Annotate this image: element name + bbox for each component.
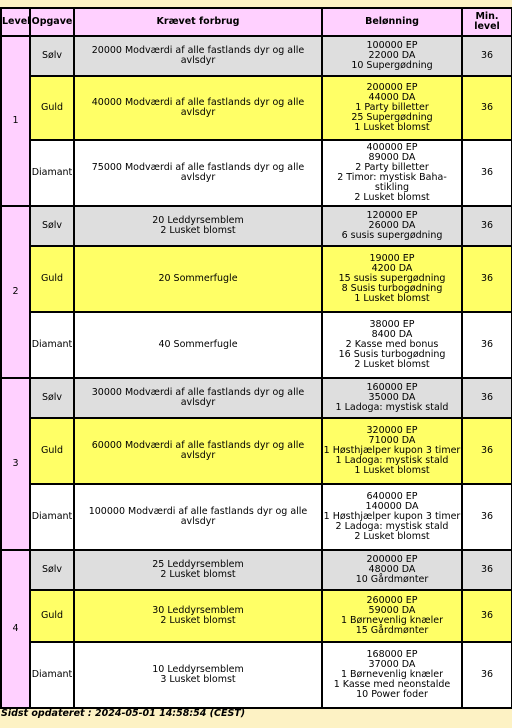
- min-level-cell: 36: [462, 312, 512, 378]
- belonning-cell: 260000 EP 59000 DA 1 Børnevenlig knæler 15 Gårdmønter: [322, 590, 462, 642]
- table-row: [1, 550, 512, 590]
- header-level: Level: [1, 8, 30, 36]
- min-level-cell: 36: [462, 550, 512, 590]
- forbrug-cell: 30 Leddyrsemblem 2 Lusket blomst: [74, 590, 322, 642]
- min-level-cell: 36: [462, 76, 512, 140]
- table-row: [1, 246, 512, 312]
- opgave-cell: Guld: [30, 590, 74, 642]
- forbrug-cell: 40 Sommerfugle: [74, 312, 322, 378]
- table-row: [1, 378, 512, 418]
- belonning-cell: 100000 EP 22000 DA 10 Supergødning: [322, 36, 462, 76]
- min-level-cell: 36: [462, 484, 512, 550]
- forbrug-cell: 40000 Modværdi af alle fastlands dyr og alle avlsdyr: [74, 76, 322, 140]
- forbrug-cell: 30000 Modværdi af alle fastlands dyr og alle avlsdyr: [74, 378, 322, 418]
- belonning-cell: 200000 EP 44000 DA 1 Party billetter 25 Supergødning 1 Lusket blomst: [322, 76, 462, 140]
- belonning-cell: 640000 EP 140000 DA 1 Høsthjælper kupon 3 timer 2 Ladoga: mystisk stald 2 Lusket blomst: [322, 484, 462, 550]
- opgave-cell: Diamant: [30, 642, 74, 708]
- table-body: [1, 36, 512, 708]
- rewards-table: [0, 7, 512, 709]
- level-cell: 1: [1, 36, 30, 206]
- level-cell: 4: [1, 550, 30, 708]
- table-row: [1, 418, 512, 484]
- opgave-cell: Diamant: [30, 484, 74, 550]
- opgave-cell: Sølv: [30, 550, 74, 590]
- forbrug-cell: 10 Leddyrsemblem 3 Lusket blomst: [74, 642, 322, 708]
- table-row: [1, 590, 512, 642]
- min-level-cell: 36: [462, 140, 512, 206]
- header-opgave: Opgave: [30, 8, 74, 36]
- min-level-cell: 36: [462, 378, 512, 418]
- belonning-cell: 200000 EP 48000 DA 10 Gårdmønter: [322, 550, 462, 590]
- table-row: [1, 312, 512, 378]
- belonning-cell: 38000 EP 8400 DA 2 Kasse med bonus 16 Susis turbogødning 2 Lusket blomst: [322, 312, 462, 378]
- level-cell: 3: [1, 378, 30, 550]
- level-cell: 2: [1, 206, 30, 378]
- belonning-cell: 160000 EP 35000 DA 1 Ladoga: mystisk stald: [322, 378, 462, 418]
- table-row: [1, 206, 512, 246]
- min-level-cell: 36: [462, 642, 512, 708]
- min-level-cell: 36: [462, 36, 512, 76]
- opgave-cell: Diamant: [30, 140, 74, 206]
- forbrug-cell: 20 Leddyrsemblem 2 Lusket blomst: [74, 206, 322, 246]
- header-forbrug: Krævet forbrug: [74, 8, 322, 36]
- table-row: [1, 484, 512, 550]
- belonning-cell: 168000 EP 37000 DA 1 Børnevenlig knæler 1 Kasse med neonstalde 10 Power foder: [322, 642, 462, 708]
- opgave-cell: Sølv: [30, 206, 74, 246]
- opgave-cell: Guld: [30, 246, 74, 312]
- belonning-cell: 320000 EP 71000 DA 1 Høsthjælper kupon 3 timer 1 Ladoga: mystisk stald 1 Lusket blomst: [322, 418, 462, 484]
- header-min-level: Min. level: [462, 8, 512, 36]
- forbrug-cell: 20 Sommerfugle: [74, 246, 322, 312]
- forbrug-cell: 75000 Modværdi af alle fastlands dyr og alle avlsdyr: [74, 140, 322, 206]
- min-level-cell: 36: [462, 206, 512, 246]
- belonning-cell: 19000 EP 4200 DA 15 susis supergødning 8 Susis turbogødning 1 Lusket blomst: [322, 246, 462, 312]
- opgave-cell: Guld: [30, 418, 74, 484]
- forbrug-cell: 25 Leddyrsemblem 2 Lusket blomst: [74, 550, 322, 590]
- header-row: [1, 8, 512, 36]
- table-row: [1, 140, 512, 206]
- forbrug-cell: 60000 Modværdi af alle fastlands dyr og alle avlsdyr: [74, 418, 322, 484]
- opgave-cell: Guld: [30, 76, 74, 140]
- min-level-cell: 36: [462, 418, 512, 484]
- last-updated: Sidst opdateret : 2024-05-01 14:58:54 (CEST): [1, 708, 246, 719]
- table-row: [1, 76, 512, 140]
- header-belonning: Belønning: [322, 8, 462, 36]
- min-level-cell: 36: [462, 246, 512, 312]
- belonning-cell: 400000 EP 89000 DA 2 Party billetter 2 Timor: mystisk Baha- stikling 2 Lusket blomst: [322, 140, 462, 206]
- forbrug-cell: 100000 Modværdi af alle fastlands dyr og alle avlsdyr: [74, 484, 322, 550]
- table-row: [1, 642, 512, 708]
- table-row: [1, 36, 512, 76]
- opgave-cell: Sølv: [30, 378, 74, 418]
- forbrug-cell: 20000 Modværdi af alle fastlands dyr og alle avlsdyr: [74, 36, 322, 76]
- belonning-cell: 120000 EP 26000 DA 6 susis supergødning: [322, 206, 462, 246]
- min-level-cell: 36: [462, 590, 512, 642]
- opgave-cell: Sølv: [30, 36, 74, 76]
- opgave-cell: Diamant: [30, 312, 74, 378]
